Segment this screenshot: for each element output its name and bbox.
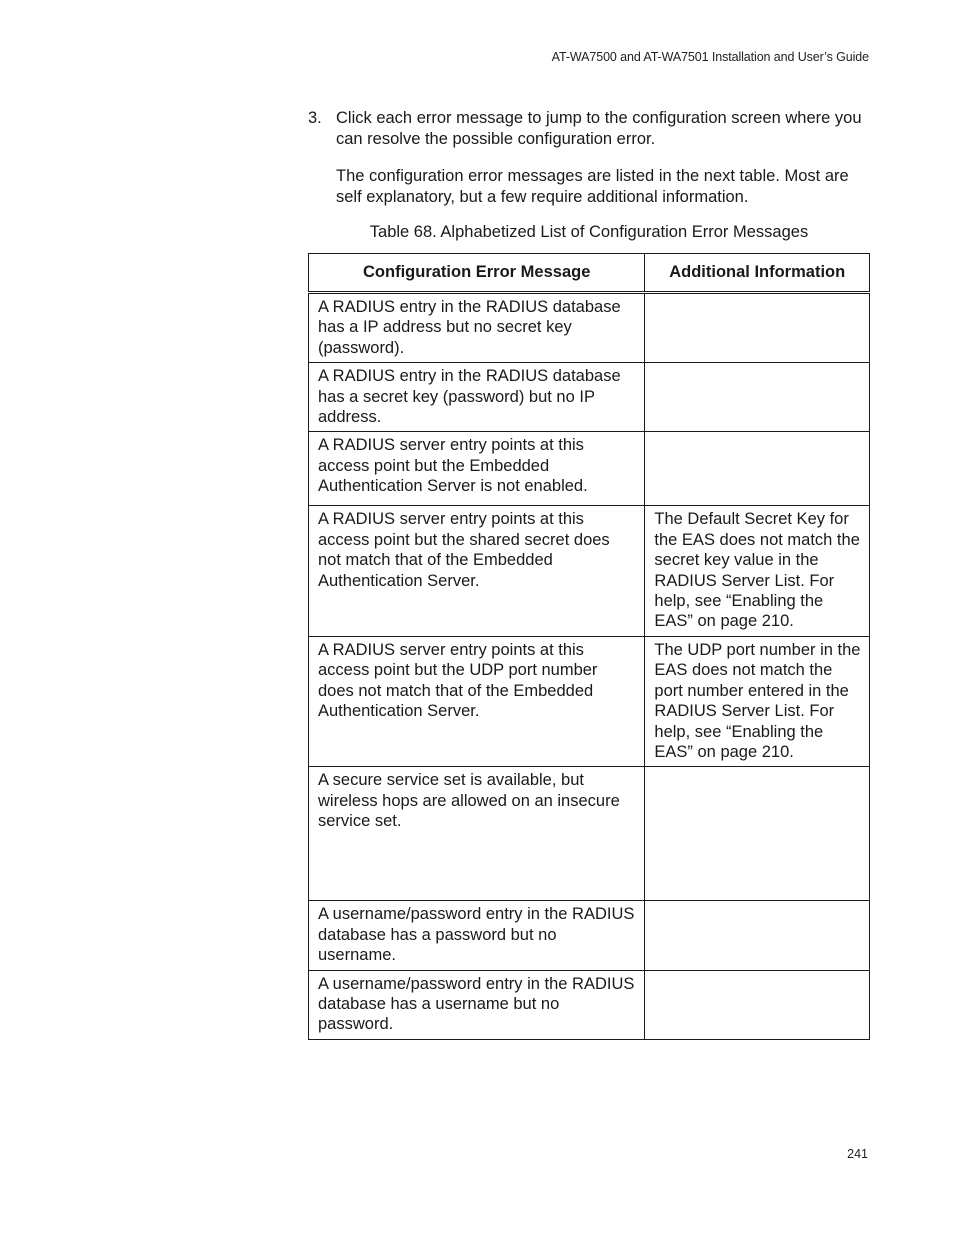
additional-info-cell	[645, 767, 870, 901]
error-message-cell: A secure service set is available, but wireless hops are allowed on an insecure service set.	[309, 767, 645, 901]
header-additional-information: Additional Information	[645, 254, 870, 293]
table-row	[309, 767, 870, 901]
step-3	[308, 108, 878, 149]
running-header: AT-WA7500 and AT-WA7501 Installation and User’s Guide	[551, 50, 869, 64]
additional-info-cell	[645, 970, 870, 1039]
table-row	[309, 970, 870, 1039]
error-message-cell: A username/password entry in the RADIUS database has a username but no password.	[309, 970, 645, 1039]
additional-info-cell	[645, 432, 870, 506]
table-row	[309, 293, 870, 363]
config-error-table	[308, 253, 870, 1040]
additional-info-cell	[645, 901, 870, 970]
additional-info-cell	[645, 363, 870, 432]
step-followup-paragraph: The configuration error messages are listed in the next table. Most are self explanatory, but a few require additional information.	[336, 167, 849, 206]
table-header-row	[309, 254, 870, 293]
error-message-cell: A username/password entry in the RADIUS database has a password but no username.	[309, 901, 645, 970]
error-message-cell: A RADIUS server entry points at this access point but the Embedded Authentication Server is not enabled.	[309, 432, 645, 506]
table-row	[309, 901, 870, 970]
table-row	[309, 363, 870, 432]
step-text: Click each error message to jump to the configuration screen where you can resolve the possible configuration error.	[336, 109, 862, 148]
additional-info-cell: The UDP port number in the EAS does not match the port number entered in the RADIUS Server List. For help, see “Enabling the EAS” on page 210.	[645, 636, 870, 766]
additional-info-cell: The Default Secret Key for the EAS does not match the secret key value in the RADIUS Server List. For help, see “Enabling the EAS” on page 210.	[645, 506, 870, 636]
table-row	[309, 506, 870, 636]
additional-info-cell	[645, 293, 870, 363]
table-row	[309, 432, 870, 506]
error-message-cell: A RADIUS entry in the RADIUS database has a IP address but no secret key (password).	[309, 293, 645, 363]
error-message-cell: A RADIUS server entry points at this access point but the shared secret does not match that of the Embedded Authentication Server.	[309, 506, 645, 636]
step-number: 3.	[308, 109, 322, 127]
table-row	[309, 636, 870, 766]
error-message-cell: A RADIUS server entry points at this access point but the UDP port number does not match that of the Embedded Authentication Server.	[309, 636, 645, 766]
error-message-cell: A RADIUS entry in the RADIUS database has a secret key (password) but no IP address.	[309, 363, 645, 432]
table-caption: Table 68. Alphabetized List of Configuration Error Messages	[369, 223, 809, 241]
header-config-error-message: Configuration Error Message	[309, 254, 645, 293]
page-number: 241	[847, 1147, 868, 1161]
